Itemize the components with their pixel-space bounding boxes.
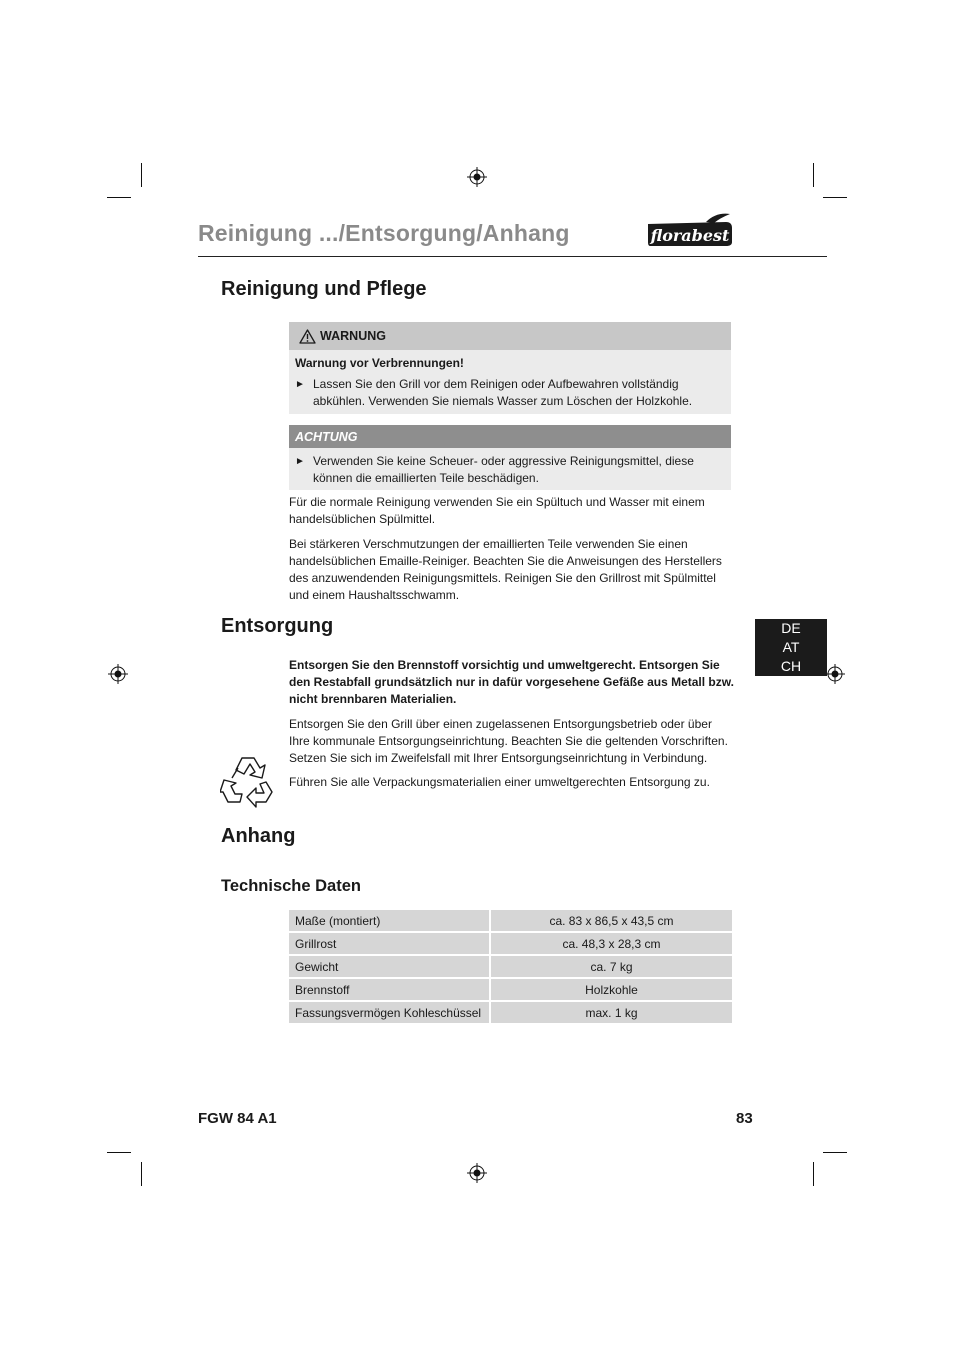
warning-triangle-icon — [299, 329, 316, 344]
warning-subtitle: Warnung vor Verbrennungen! — [295, 356, 464, 370]
warning-header — [289, 322, 731, 350]
crop-mark — [141, 163, 142, 187]
crop-mark — [141, 1162, 142, 1186]
section-heading-appendix: Anhang — [221, 825, 296, 847]
florabest-logo — [646, 212, 734, 248]
warning-bullet-text: Lassen Sie den Grill vor dem Reinigen oder Aufbewahren vollständig abkühlen. Verwenden Sie niemals Wasser zum Löschen der Holzkohle. — [313, 377, 693, 408]
cleaning-paragraph-1: Für die normale Reinigung verwenden Sie ein Spültuch und Wasser mit einem handelsüblichen Spülmittel. — [289, 495, 705, 526]
page-number: 83 — [736, 1110, 753, 1127]
crop-mark — [107, 197, 131, 198]
crop-mark — [107, 1152, 131, 1153]
table-row — [289, 910, 732, 931]
registration-mark-icon — [108, 664, 128, 684]
header-rule — [198, 256, 827, 257]
table-cell-label: Grillrost — [289, 933, 491, 954]
crop-mark — [813, 163, 814, 187]
table-cell-value: ca. 48,3 x 28,3 cm — [491, 933, 732, 954]
registration-mark-icon — [467, 1163, 487, 1183]
section-heading-cleaning: Reinigung und Pflege — [221, 278, 427, 300]
caution-box — [289, 425, 731, 490]
subheading-technical-data: Technische Daten — [221, 877, 361, 895]
crop-mark — [813, 1162, 814, 1186]
warning-label: WARNUNG — [320, 329, 386, 343]
lang-de: DE — [781, 620, 801, 636]
table-cell-value: Holzkohle — [491, 979, 732, 1000]
bullet-arrow-icon: ► — [295, 456, 305, 467]
table-cell-value: ca. 7 kg — [491, 956, 732, 977]
crop-mark — [823, 1152, 847, 1153]
lang-at: AT — [782, 639, 800, 655]
page-title: Reinigung .../Entsorgung/Anhang — [198, 220, 570, 246]
table-cell-label: Maße (montiert) — [289, 910, 491, 931]
cleaning-paragraph-2: Bei stärkeren Verschmutzungen der emaillierten Teile verwenden Sie einen handelsüblichen Emaille-Reiniger. Beachten Sie die Anweisungen des Herstellers des anzuwendenden Reinigungsmittels. Reinigen Sie den Grillrost mit Spülmittel und einem Haushaltsschwamm. — [289, 537, 722, 602]
registration-mark-icon — [825, 664, 845, 684]
table-cell-value: max. 1 kg — [491, 1002, 732, 1023]
lang-ch: CH — [780, 658, 802, 674]
table-row — [289, 979, 732, 1000]
warning-box — [289, 322, 731, 414]
registration-mark-icon — [467, 167, 487, 187]
footer-model: FGW 84 A1 — [198, 1110, 277, 1127]
caution-bullet — [289, 448, 731, 493]
disposal-paragraph-2: Führen Sie alle Verpackungsmaterialien einer umweltgerechten Entsorgung zu. — [289, 775, 710, 789]
technical-data-table — [289, 908, 732, 1025]
table-cell-label: Brennstoff — [289, 979, 491, 1000]
caution-bullet-text: Verwenden Sie keine Scheuer- oder aggressive Reinigungsmittel, diese können die emaillierten Teile beschädigen. — [313, 454, 694, 485]
bullet-arrow-icon: ► — [295, 379, 305, 390]
crop-mark — [823, 197, 847, 198]
disposal-bold-paragraph: Entsorgen Sie den Brennstoff vorsichtig und umweltgerecht. Entsorgen Sie den Restabfall grundsätzlich nur in dafür vorgesehene Gefäße aus Metall bzw. nicht brennbaren Materialien. — [289, 658, 734, 706]
table-cell-label: Gewicht — [289, 956, 491, 977]
table-row — [289, 956, 732, 977]
language-tab — [755, 619, 827, 676]
caution-header: ACHTUNG — [289, 425, 731, 448]
table-cell-label: Fassungsvermögen Kohleschüssel — [289, 1002, 491, 1023]
recycle-icon — [220, 752, 280, 808]
table-row — [289, 1002, 732, 1023]
table-cell-value: ca. 83 x 86,5 x 43,5 cm — [491, 910, 732, 931]
warning-bullet — [289, 372, 731, 416]
svg-text:florabest: florabest — [650, 226, 730, 245]
disposal-paragraph-1: Entsorgen Sie den Grill über einen zugelassenen Entsorgungsbetrieb oder über Ihre kommunale Entsorgungseinrichtung. Beachten Sie die geltenden Vorschriften. Setzen Sie sich im Zweifelsfall mit Ihrer Entsorgungseinrichtung in Verbindung. — [289, 717, 728, 765]
table-row — [289, 933, 732, 954]
section-heading-disposal: Entsorgung — [221, 615, 334, 637]
